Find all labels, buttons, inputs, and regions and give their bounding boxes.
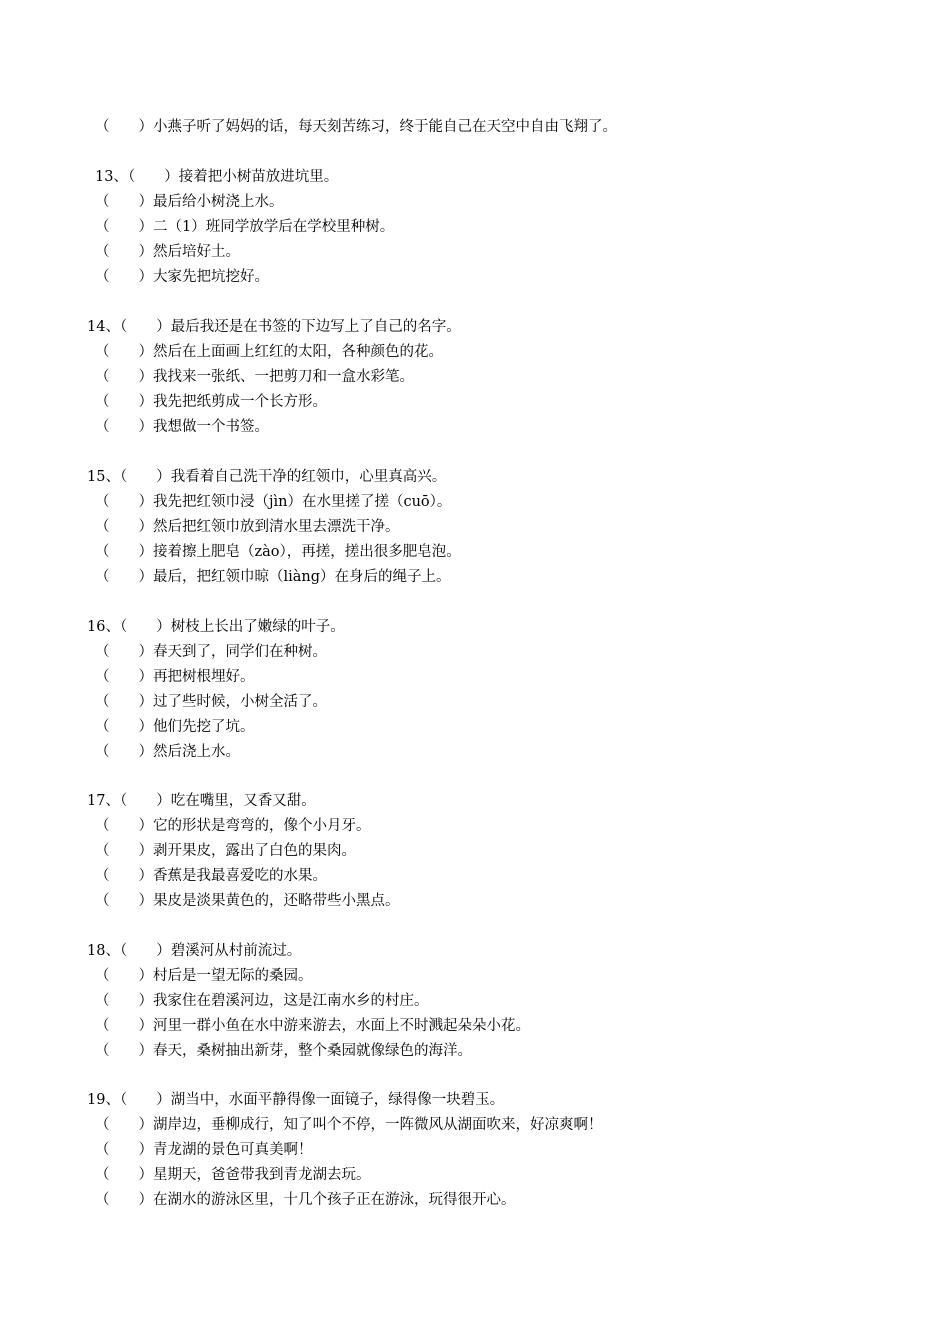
- sentence-text: 树枝上长出了嫩绿的叶子。: [170, 619, 345, 635]
- sentence-line: [95, 418, 269, 436]
- sentence-text: 然后把红领巾放到清水里去漂洗干净。: [153, 519, 400, 535]
- answer-paren[interactable]: （ ）: [95, 993, 153, 1009]
- sentence-text: 春天到了，同学们在种树。: [153, 644, 327, 660]
- sentence-line: [95, 842, 356, 860]
- answer-paren[interactable]: （ ）: [95, 719, 153, 735]
- answer-paren[interactable]: （ ）: [95, 644, 153, 660]
- sentence-line: [95, 693, 327, 711]
- sentence-text: 小燕子听了妈妈的话，每天刻苦练习，终于能自己在天空中自由飞翔了。: [153, 119, 617, 135]
- answer-paren[interactable]: （ ）: [95, 1117, 153, 1133]
- sentence-line: [95, 193, 284, 211]
- sentence-text: 我先把红领巾浸（jìn）在水里搓了搓（cuō）。: [153, 494, 452, 510]
- sentence-text: 最后给小树浇上水。: [153, 194, 284, 210]
- sentence-text: 我看着自己洗干净的红领巾，心里真高兴。: [170, 469, 447, 485]
- question-13-line: [95, 168, 338, 186]
- sentence-text: 接着擦上肥皂（zào），再搓，搓出很多肥皂泡。: [153, 544, 461, 560]
- question-16-line: [87, 618, 345, 636]
- answer-paren[interactable]: （ ）: [95, 494, 153, 510]
- sentence-line: [95, 643, 327, 661]
- sentence-text: 碧溪河从村前流过。: [170, 943, 302, 959]
- sentence-line: [95, 543, 461, 561]
- answer-paren[interactable]: （ ）: [95, 119, 153, 135]
- answer-paren[interactable]: （ ）: [95, 1167, 153, 1183]
- answer-paren[interactable]: （ ）: [95, 968, 153, 984]
- answer-paren[interactable]: （ ）: [95, 1142, 153, 1158]
- sentence-line: [95, 343, 443, 361]
- sentence-text: 湖岸边，垂柳成行，知了叫个不停，一阵微风从湖面吹来，好凉爽啊！: [153, 1117, 603, 1133]
- sentence-text: 吃在嘴里，又香又甜。: [170, 793, 316, 809]
- sentence-line: [95, 668, 255, 686]
- answer-paren[interactable]: （ ）: [95, 519, 153, 535]
- sentence-line: [95, 1042, 472, 1060]
- answer-paren[interactable]: （ ）: [95, 669, 153, 685]
- question-number-paren[interactable]: 14、（ ）: [87, 319, 171, 335]
- sentence-text: 星期天，爸爸带我到青龙湖去玩。: [153, 1167, 371, 1183]
- sentence-line: [95, 1166, 371, 1184]
- answer-paren[interactable]: （ ）: [95, 544, 153, 560]
- answer-paren[interactable]: （ ）: [95, 219, 153, 235]
- answer-paren[interactable]: （ ）: [95, 194, 153, 210]
- sentence-line: [95, 718, 255, 736]
- answer-paren[interactable]: （ ）: [95, 818, 153, 834]
- answer-paren[interactable]: （ ）: [95, 1043, 153, 1059]
- answer-paren[interactable]: （ ）: [95, 419, 153, 435]
- question-14-line: [87, 318, 461, 336]
- sentence-text: 剥开果皮，露出了白色的果肉。: [153, 843, 356, 859]
- sentence-text: 他们先挖了坑。: [153, 719, 255, 735]
- sentence-text: 它的形状是弯弯的，像个小月牙。: [153, 818, 371, 834]
- sentence-text: 最后，把红领巾晾（liàng）在身后的绳子上。: [153, 569, 451, 585]
- sentence-text: 在湖水的游泳区里，十几个孩子正在游泳，玩得很开心。: [153, 1192, 516, 1208]
- sentence-line: [95, 518, 400, 536]
- question-number-paren[interactable]: 16、（ ）: [87, 619, 171, 635]
- sentence-line: [95, 1191, 516, 1209]
- question-number-paren[interactable]: 13、（ ）: [95, 169, 179, 185]
- answer-paren[interactable]: （ ）: [95, 1018, 153, 1034]
- sentence-line: [95, 892, 400, 910]
- sentence-line: [95, 992, 429, 1010]
- sentence-text: 青龙湖的景色可真美啊！: [153, 1142, 313, 1158]
- sentence-text: 香蕉是我最喜爱吃的水果。: [153, 868, 327, 884]
- sentence-text: 我先把纸剪成一个长方形。: [153, 394, 327, 410]
- answer-paren[interactable]: （ ）: [95, 893, 153, 909]
- question-15-line: [87, 468, 446, 486]
- sentence-line: [95, 867, 327, 885]
- sentence-text: 湖当中，水面平静得像一面镜子，绿得像一块碧玉。: [170, 1092, 505, 1108]
- sentence-line: [95, 967, 313, 985]
- answer-paren[interactable]: （ ）: [95, 694, 153, 710]
- sentence-line: [95, 1116, 603, 1134]
- answer-paren[interactable]: （ ）: [95, 369, 153, 385]
- sentence-text: 我家住在碧溪河边，这是江南水乡的村庄。: [153, 993, 429, 1009]
- sentence-text: 二（1）班同学放学后在学校里种树。: [153, 219, 395, 235]
- question-number-paren[interactable]: 19、（ ）: [87, 1092, 171, 1108]
- answer-paren[interactable]: （ ）: [95, 344, 153, 360]
- sentence-text: 村后是一望无际的桑园。: [153, 968, 313, 984]
- sentence-text: 然后浇上水。: [153, 744, 240, 760]
- answer-paren[interactable]: （ ）: [95, 269, 153, 285]
- answer-paren[interactable]: （ ）: [95, 843, 153, 859]
- question-18-line: [87, 942, 301, 960]
- sentence-text: 然后培好土。: [153, 244, 240, 260]
- sentence-line: [95, 493, 451, 511]
- answer-paren[interactable]: （ ）: [95, 1192, 153, 1208]
- sentence-line: [95, 218, 394, 236]
- sentence-text: 河里一群小鱼在水中游来游去，水面上不时溅起朵朵小花。: [153, 1018, 530, 1034]
- sentence-text: 过了些时候，小树全活了。: [153, 694, 327, 710]
- answer-paren[interactable]: （ ）: [95, 394, 153, 410]
- sentence-line: [95, 268, 269, 286]
- sentence-text: 果皮是淡果黄色的，还略带些小黑点。: [153, 893, 400, 909]
- answer-paren[interactable]: （ ）: [95, 244, 153, 260]
- question-number-paren[interactable]: 15、（ ）: [87, 469, 171, 485]
- question-number-paren[interactable]: 18、（ ）: [87, 943, 171, 959]
- sentence-line: [95, 1017, 530, 1035]
- sentence-line: [95, 393, 327, 411]
- sentence-text: 然后在上面画上红红的太阳，各种颜色的花。: [153, 344, 443, 360]
- sentence-text: 我想做一个书签。: [153, 419, 269, 435]
- sentence-text: 接着把小树苗放进坑里。: [178, 169, 339, 185]
- sentence-line: [95, 368, 414, 386]
- sentence-line: [95, 1141, 313, 1159]
- sentence-line: [95, 243, 240, 261]
- answer-paren[interactable]: （ ）: [95, 868, 153, 884]
- answer-paren[interactable]: （ ）: [95, 744, 153, 760]
- sentence-text: 大家先把坑挖好。: [153, 269, 269, 285]
- sentence-text: 我找来一张纸、一把剪刀和一盒水彩笔。: [153, 369, 414, 385]
- sentence-text: 再把树根埋好。: [153, 669, 255, 685]
- question-17-line: [87, 792, 316, 810]
- answer-paren[interactable]: （ ）: [95, 569, 153, 585]
- sentence-line: [95, 568, 451, 586]
- sentence-text: 春天，桑树抽出新芽，整个桑园就像绿色的海洋。: [153, 1043, 472, 1059]
- sentence-line: [95, 817, 371, 835]
- sentence-line: [95, 743, 240, 761]
- sentence-line: [95, 118, 617, 136]
- question-19-line: [87, 1091, 504, 1109]
- sentence-text: 最后我还是在书签的下边写上了自己的名字。: [170, 319, 461, 335]
- question-number-paren[interactable]: 17、（ ）: [87, 793, 171, 809]
